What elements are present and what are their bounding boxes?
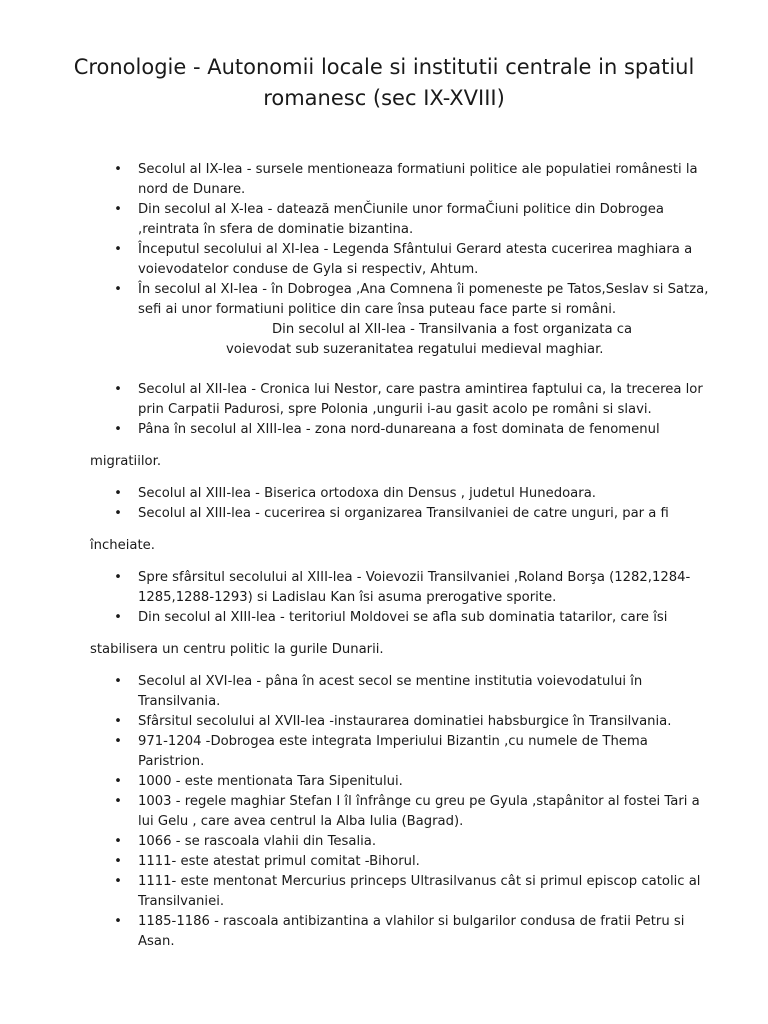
bullet-icon: • — [114, 734, 122, 749]
list-item: • Secolul al XIII-lea - Biserica ortodoxa din Densus , judetul Hunedoara. — [0, 484, 768, 504]
bullet-icon: • — [114, 674, 122, 689]
bullet-icon: • — [114, 282, 122, 297]
bullet-list-group-4 — [0, 568, 768, 628]
list-item: • Secolul al IX-lea - sursele mentioneaza formatiuni politice ale populatiei românesti la nord de Dunare. — [114, 162, 698, 197]
list-item: • 1003 - regele maghiar Stefan I îl înfrânge cu greu pe Gyula ,stapânitor al fostei Tari a lui Gelu , care avea centrul la Alba Iulia (Bagrad). — [114, 794, 700, 829]
list-item: • 1185-1186 - rascoala antibizantina a vlahilor si bulgarilor condusa de fratii Petru si Asan. — [114, 914, 685, 949]
continuation-text: migratiilor. — [90, 454, 162, 469]
bullet-icon: • — [114, 422, 122, 437]
indented-line-1: Din secolul al XII-lea - Transilvania a fost organizata ca — [272, 322, 633, 337]
bullet-icon: • — [114, 202, 122, 217]
list-item: • 1111- este mentonat Mercurius princeps Ultrasilvanus cât si primul episcop catolic al Transilvaniei. — [114, 874, 701, 909]
list-item: • Din secolul al X-lea - datează menČiunile unor formaČiuni politice din Dobrogea ,reintrata în sfera de dominatie bizantina. — [114, 202, 664, 237]
list-item: • Spre sfârsitul secolului al XIII-lea - Voievozii Transilvaniei ,Roland Borşa (1282,1284-1285,1288-1293) si Ladislau Kan îsi asuma prerogative sporite. — [114, 570, 691, 605]
list-item: • În secolul al XI-lea - în Dobrogea ,Ana Comnena îi pomeneste pe Tatos,Seslav si Satza, sefi ai unor formatiuni politice din care însa puteau face parte si români. — [114, 282, 709, 317]
bullet-icon: • — [114, 914, 122, 929]
bullet-icon: • — [114, 486, 122, 501]
continuation-text: stabilisera un centru politic la gurile Dunarii. — [90, 642, 384, 657]
bullet-icon: • — [114, 794, 122, 809]
bullet-list-group-3 — [0, 484, 768, 524]
list-item: • Secolul al XIII-lea - cucerirea si organizarea Transilvaniei de catre unguri, par a fi — [0, 504, 768, 524]
title-line-2: romanesc (sec IX-XVIII) — [263, 86, 505, 110]
list-item: • 1066 - se rascoala vlahii din Tesalia. — [0, 832, 768, 852]
bullet-list-group-2 — [0, 380, 768, 440]
list-item: • Sfârsitul secolului al XVII-lea -instaurarea dominatiei habsburgice în Transilvania. — [0, 712, 768, 732]
bullet-list-group-1 — [0, 160, 768, 320]
bullet-icon: • — [114, 162, 122, 177]
list-item: • Pâna în secolul al XIII-lea - zona nord-dunareana a fost dominata de fenomenul — [0, 420, 768, 440]
list-item: • Secolul al XVI-lea - pâna în acest secol se mentine institutia voievodatului în Transilvania. — [114, 674, 643, 709]
bullet-icon: • — [114, 242, 122, 257]
bullet-icon: • — [114, 570, 122, 585]
bullet-list-group-5 — [0, 672, 768, 952]
list-item: • 1111- este atestat primul comitat -Bihorul. — [0, 852, 768, 872]
list-item: • Secolul al XII-lea - Cronica lui Nestor, care pastra amintirea faptului ca, la trecerea lor prin Carpatii Padurosi, spre Polonia ,ungurii i-au gasit acolo pe români si slavi. — [114, 382, 703, 417]
bullet-icon: • — [114, 714, 122, 729]
bullet-icon: • — [114, 610, 122, 625]
title-line-1: Cronologie - Autonomii locale si institutii centrale in spatiul — [73, 55, 695, 79]
list-item: • 971-1204 -Dobrogea este integrata Imperiului Bizantin ,cu numele de Thema Paristrion. — [114, 734, 648, 769]
chronology-content — [0, 160, 768, 952]
indented-line-2: voievodat sub suzeranitatea regatului medieval maghiar. — [226, 342, 604, 357]
bullet-icon: • — [114, 774, 122, 789]
continuation-text: încheiate. — [90, 538, 155, 553]
list-item: • 1000 - este mentionata Tara Sipenitului. — [0, 772, 768, 792]
bullet-icon: • — [114, 854, 122, 869]
list-item: • Începutul secolului al XI-lea - Legenda Sfântului Gerard atesta cucerirea maghiara a voievodatelor conduse de Gyla si respectiv, Ahtum. — [114, 242, 693, 277]
list-item: • Din secolul al XIII-lea - teritoriul Moldovei se afla sub dominatia tatarilor, care îsi — [0, 608, 768, 628]
bullet-icon: • — [114, 874, 122, 889]
bullet-icon: • — [114, 382, 122, 397]
bullet-icon: • — [114, 834, 122, 849]
bullet-icon: • — [114, 506, 122, 521]
page-title — [60, 52, 708, 114]
